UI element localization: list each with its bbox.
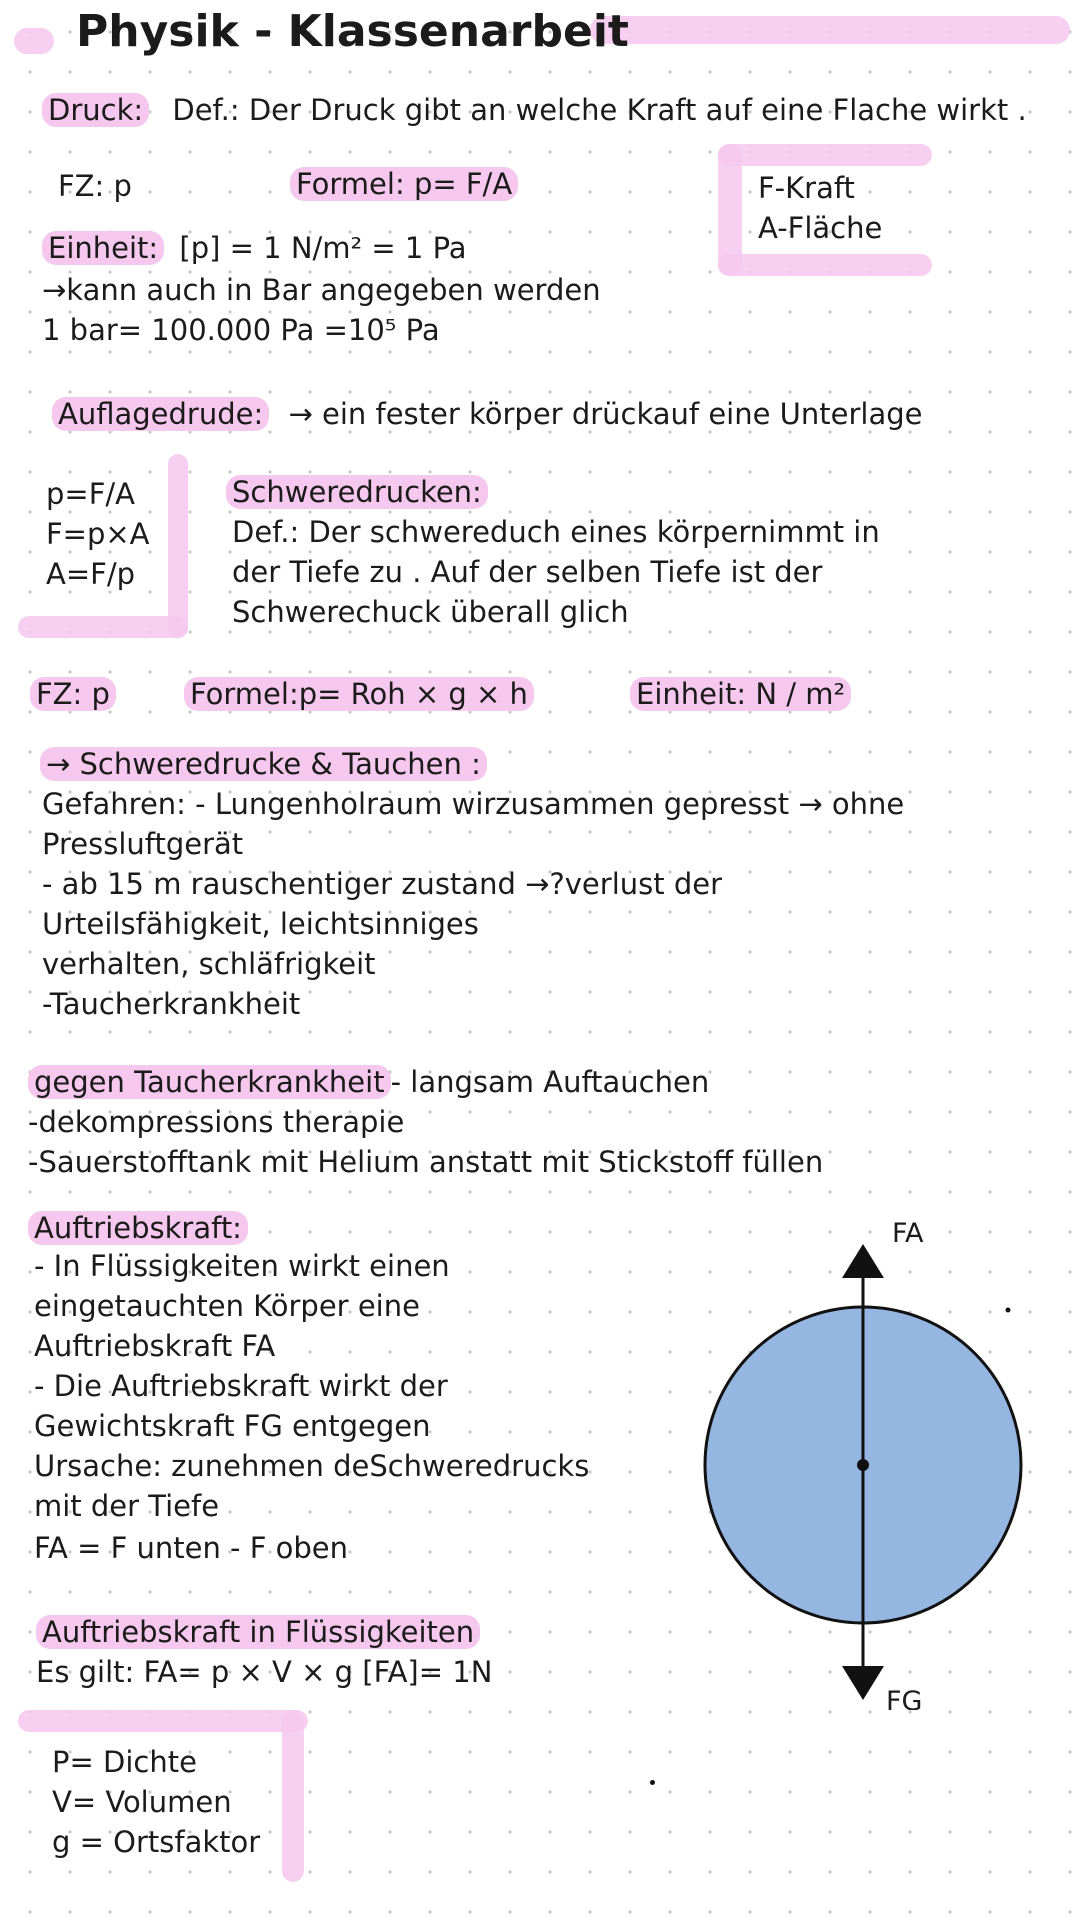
label-fa: FA	[892, 1218, 924, 1249]
legend-kraft: F-Kraft	[758, 171, 855, 205]
schwere-einheit-text: Einheit: N / m²	[630, 677, 851, 711]
auftrieb-line-2: eingetauchten Körper eine	[34, 1289, 420, 1323]
fluessig-legend-3: g = Ortsfaktor	[52, 1825, 261, 1859]
buoyancy-arrow-up-icon	[842, 1244, 884, 1278]
druck-bar-value: 1 bar= 100.000 Pa =10⁵ Pa	[42, 313, 440, 347]
stray-dot-bottom	[650, 1780, 655, 1785]
auftrieb-line-6: Ursache: zunehmen deSchweredrucks	[34, 1449, 590, 1483]
druck-formel-text: Formel: p= F/A	[290, 167, 518, 201]
auftrieb-label-line	[28, 1210, 248, 1246]
auftrieb-label: Auftriebskraft:	[28, 1211, 248, 1245]
auftrieb-line-8: FA = F unten - F oben	[34, 1531, 349, 1565]
legend-flaeche: A-Fläche	[758, 211, 883, 245]
druck-einheit	[42, 230, 467, 266]
title-highlight-right	[590, 16, 1070, 44]
legend-box-top	[718, 144, 932, 166]
auftrieb-line-1: - In Flüssigkeiten wirkt einen	[34, 1249, 450, 1283]
fluessig-formula: Es gilt: FA= p × V × g [FA]= 1N	[36, 1655, 493, 1689]
auftrieb-line-3: Auftriebskraft FA	[34, 1329, 276, 1363]
auftrieb-line-5: Gewichtskraft FG entgegen	[34, 1409, 431, 1443]
druck-fz: FZ: p	[58, 169, 132, 203]
schwere-einheit	[630, 676, 851, 712]
tauchen-line-2: Pressluftgerät	[42, 827, 244, 861]
auflage-formula-3: A=F/p	[46, 557, 135, 591]
schwere-def-2: der Tiefe zu . Auf der selben Tiefe ist der	[232, 555, 823, 589]
tauchen-line-5: verhalten, schläfrigkeit	[42, 947, 376, 981]
fluessig-label: Auftriebskraft in Flüssigkeiten	[36, 1615, 480, 1649]
schwere-label-line	[226, 474, 488, 510]
gegen-line-3: -Sauerstofftank mit Helium anstatt mit Stickstoff füllen	[28, 1145, 824, 1179]
druck-bar-note: →kann auch in Bar angegeben werden	[42, 273, 601, 307]
auftrieb-line-4: - Die Auftriebskraft wirkt der	[34, 1369, 448, 1403]
legend-bracket-right	[282, 1710, 304, 1882]
schwere-formel-text: Formel:p= Roh × g × h	[184, 677, 534, 711]
formula-bracket-bottom	[18, 616, 188, 638]
page-title: Physik - Klassenarbeit	[76, 6, 629, 57]
fluessig-legend-1: P= Dichte	[52, 1745, 197, 1779]
gegen-line-2: -dekompressions therapie	[28, 1105, 405, 1139]
label-fg: FG	[886, 1686, 923, 1710]
auflage-formula-2: F=p×A	[46, 517, 150, 551]
schwere-def-1: Def.: Der schwereduch eines körpernimmt in	[232, 515, 880, 549]
title-highlight-left	[14, 28, 54, 54]
stray-dot	[1006, 1308, 1011, 1313]
gegen-line-1	[28, 1064, 709, 1100]
druck-formel	[290, 166, 518, 202]
legend-box-bottom	[718, 254, 932, 276]
druck-definition: Def.: Der Druck gibt an welche Kraft auf eine Flache wirkt .	[172, 93, 1027, 127]
druck-einheit-value: [p] = 1 N/m² = 1 Pa	[179, 231, 467, 265]
druck-label: Druck:	[42, 93, 149, 127]
fluessig-legend-2: V= Volumen	[52, 1785, 232, 1819]
tauchen-line-6: -Taucherkrankheit	[42, 987, 301, 1021]
tauchen-heading: → Schweredrucke & Tauchen :	[40, 747, 487, 781]
gravity-arrow-down-icon	[842, 1666, 884, 1700]
schwere-fz	[30, 676, 116, 712]
center-point	[857, 1459, 869, 1471]
auflage-text: → ein fester körper drückauf eine Unterlage	[288, 397, 923, 431]
auftrieb-line-7: mit der Tiefe	[34, 1489, 220, 1523]
schwere-formel	[184, 676, 534, 712]
tauchen-line-1: Gefahren: - Lungenholraum wirzusammen gepresst → ohne	[42, 787, 905, 821]
formula-bracket-right	[168, 454, 188, 638]
schwere-fz-text: FZ: p	[30, 677, 116, 711]
auflage-formula-1: p=F/A	[46, 477, 135, 511]
schwere-label: Schweredrucken:	[226, 475, 488, 509]
legend-bracket-top	[18, 1710, 308, 1732]
tauchen-line-3: - ab 15 m rauschentiger zustand →?verlust der	[42, 867, 722, 901]
tauchen-line-4: Urteilsfähigkeit, leichtsinniges	[42, 907, 479, 941]
auflage-line	[52, 396, 923, 432]
tauchen-heading-line	[40, 746, 487, 782]
schwere-def-3: Schwerechuck überall glich	[232, 595, 629, 629]
druck-definition-line	[42, 92, 1027, 128]
buoyancy-diagram	[690, 1210, 1050, 1710]
gegen-first-rest: - langsam Auftauchen	[390, 1065, 710, 1099]
druck-einheit-label: Einheit:	[42, 231, 164, 265]
auflage-label: Auflagedrude:	[52, 397, 269, 431]
fluessig-label-line	[36, 1614, 480, 1650]
gegen-label: gegen Taucherkrankheit	[28, 1065, 391, 1099]
